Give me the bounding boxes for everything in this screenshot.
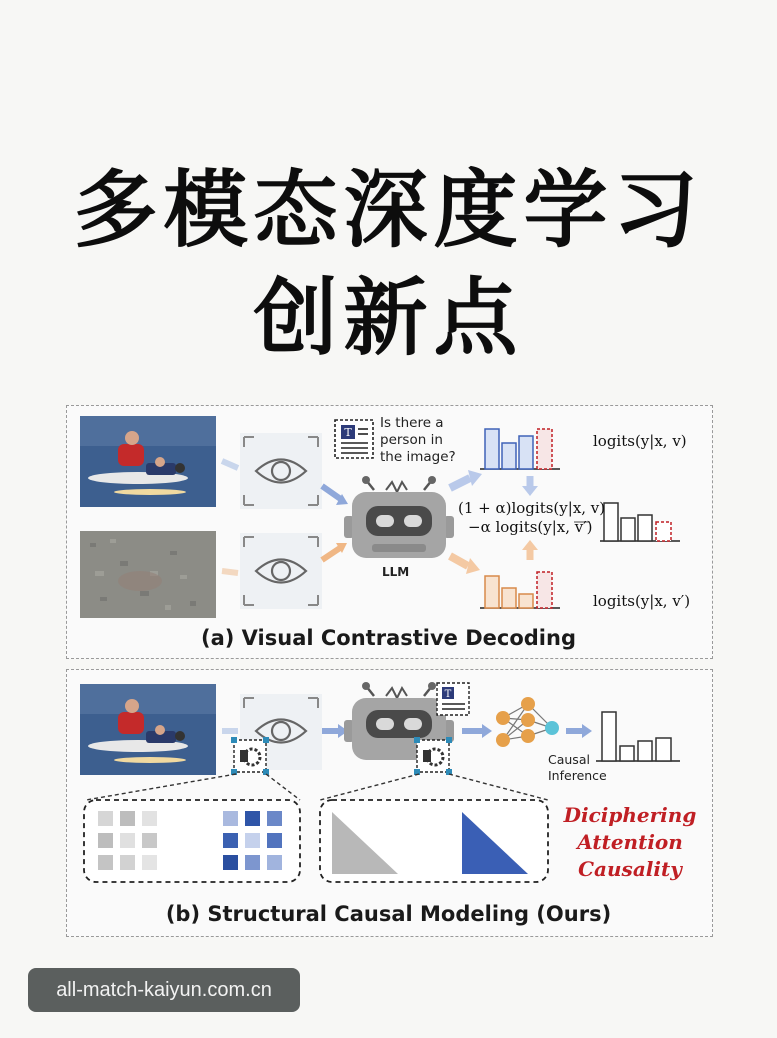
svg-text:T: T [344, 426, 352, 439]
caption-b: (b) Structural Causal Modeling (Ours) [165, 902, 612, 926]
causal-inference-label [548, 752, 607, 784]
gray-grid [98, 811, 157, 870]
caption-a: (a) Visual Contrastive Decoding [201, 626, 576, 650]
question-line: the image? [380, 449, 456, 465]
red-highlight-text [560, 802, 700, 883]
page-title: 多模态深度学习 [73, 161, 704, 259]
watermark: all-match-kaiyun.com.cn [28, 968, 300, 1012]
text-doc-icon-b [437, 683, 469, 715]
red-line: Attention [577, 830, 683, 854]
question-line: person in [380, 432, 443, 448]
red-line: Diciphering [563, 803, 697, 827]
attention-grid-box [84, 800, 300, 882]
formula-line2: −α logits(y|x, v′) [468, 518, 593, 536]
bar-chart-b [596, 712, 680, 761]
causal-label-line: Causal [548, 752, 590, 767]
causal-label-line: Inference [548, 768, 607, 783]
formula-line1: (1 + α)logits(y|x, v) [458, 499, 606, 517]
llm-label: LLM [382, 565, 410, 579]
page-subtitle: 创新点 [253, 269, 524, 367]
attention-triangle-box [320, 800, 548, 882]
gear-icon-right [414, 737, 452, 775]
logits-top-label: logits(y|x, v) [593, 432, 687, 450]
question-line: Is there a [380, 415, 444, 431]
logits-bottom-label: logits(y|x, v′) [593, 592, 691, 610]
blue-grid [223, 811, 282, 870]
causal-network-icon [496, 697, 559, 747]
red-line: Causality [578, 857, 682, 881]
gear-icon-left [231, 737, 269, 775]
svg-text:T: T [444, 689, 452, 700]
